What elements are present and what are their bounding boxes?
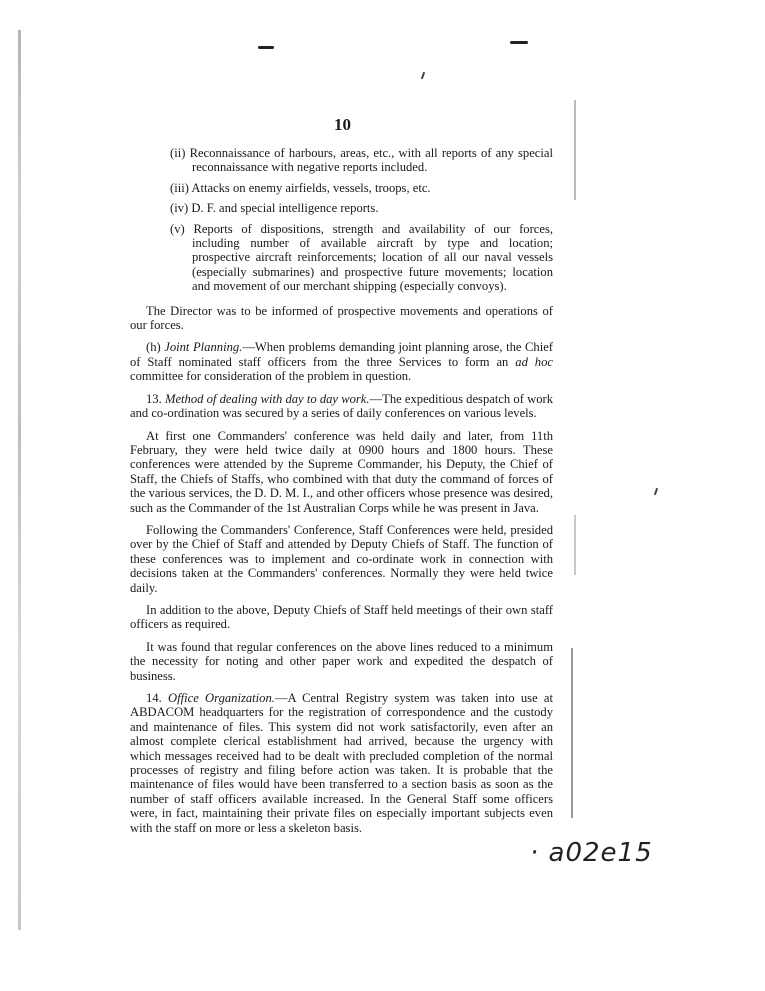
paragraph-section-13 (130, 392, 553, 421)
paragraph-joint-planning (130, 340, 553, 383)
list-item-text: D. F. and special intelligence reports. (191, 201, 379, 216)
section-text: committee for consideration of the problem in question. (130, 369, 412, 384)
paragraph-commanders-conference: At first one Commanders' conference was held daily and later, from 11th February, they were held twice daily at 0900 hours and 1800 hours. These conferences were attended by the Supreme Commander, his Deputy, the Chief of Staff, the Chiefs of Staffs, who combined with that duty the command of forces of the various services, the D. D. M. I., and other officers whose presence was desired, such as the Commander of the 1st Australian Corps while he was present in Java. (130, 428, 553, 515)
document-body (130, 146, 553, 843)
paragraph-staff-conferences: Following the Commanders' Conference, Staff Conferences were held, presided over by the Chief of Staff and attended by Deputy Chiefs of Staff. The function of these conferences was to implement and co-ordinate work in connection with decisions taken at the Commanders' conferences. Normally they were held twice daily. (130, 522, 553, 595)
section-heading: Joint Planning. (164, 340, 243, 355)
list-item-label: (v) (170, 221, 185, 236)
scan-edge-mark (574, 515, 576, 575)
paragraph-director: The Director was to be informed of prospective movements and operations of our forces. (130, 303, 553, 333)
list-item (170, 222, 553, 294)
list-item-text: Reports of dispositions, strength and availability of our forces, including number of available aircraft by type and location; prospective aircraft reinforcements; location of all our naval vessels (especially submarines) and prospective future movements; location and movement of our merchant shipping (especially convoys). (192, 221, 553, 294)
scan-edge-mark (571, 648, 573, 818)
paragraph-deputy-meetings: In addition to the above, Deputy Chiefs of Staff held meetings of their own staff officers as required. (130, 602, 553, 632)
page-number: 10 (334, 115, 351, 134)
latin-phrase: ad hoc (515, 354, 553, 369)
punch-mark (258, 46, 274, 49)
section-text: —A Central Registry system was taken into use at ABDACOM headquarters for the registration of correspondence and the custody and maintenance of files. This system did not work satisfactorily, even after an almost complete clerical establishment had arrived, because the urgency with which messages received had to be dealt with precluded completion of the normal processes of registry and filing before action was taken. It is probable that the maintenance of files would have been transferred to a section basis as soon as the number of staff officers available increased. In the General Staff some officers were, in fact, maintaining their private files on especially important subjects even with the staff on more or less a skeleton basis. (130, 691, 554, 835)
punch-mark (510, 41, 528, 44)
list-item (170, 181, 553, 195)
list-item-label: (iv) (170, 201, 189, 216)
paragraph-section-14 (130, 691, 553, 835)
list-item (170, 146, 553, 175)
list-item (170, 201, 553, 215)
list-item-text: Reconnaissance of harbours, areas, etc., with all reports of any special reconnaissance with negative reports included. (189, 146, 553, 175)
list-item-label: (iii) (170, 180, 189, 195)
section-heading: Method of dealing with day to day work. (164, 391, 370, 406)
section-number: 14. (146, 691, 162, 705)
paragraph-conference-effect: It was found that regular conferences on the above lines reduced to a minimum the necessity for noting and other paper work and expedited the despatch of business. (130, 639, 553, 683)
section-number: 13. (146, 391, 162, 406)
section-heading: Office Organization. (168, 691, 275, 705)
scan-edge-left (18, 30, 21, 930)
section-text: —The expeditious despatch of work and co-ordination was secured by a series of daily conferences on various levels. (130, 391, 553, 421)
scan-speck (654, 488, 658, 495)
section-text: —When problems demanding joint planning arose, the Chief of Staff nominated staff officers from the three Services to form an (130, 340, 553, 369)
scan-speck (421, 72, 425, 79)
handwritten-reference: · a02e15 (530, 838, 653, 868)
list-item-text: Attacks on enemy airfields, vessels, troops, etc. (191, 180, 431, 195)
list-item-label: (ii) (170, 146, 186, 160)
section-label: (h) (146, 340, 161, 355)
